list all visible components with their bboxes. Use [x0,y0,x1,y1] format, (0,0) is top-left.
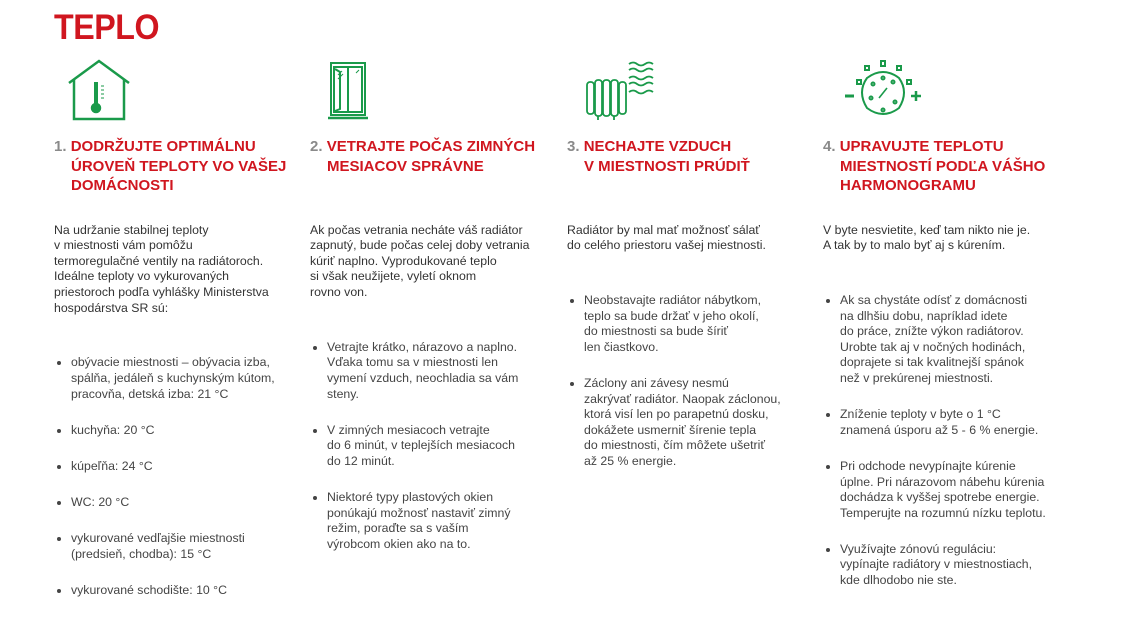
list-item: obývacie miestnosti – obývacia izba, spálňa, jedáleň s kuchynským kútom, pracovňa, detská izba: 21 °C [54,355,304,402]
tip-number: 2. [310,138,323,155]
tip-heading [823,137,1100,196]
thermostat-dial-icon [839,58,925,122]
tip-bullets [310,324,560,573]
list-item: vykurované vedľajšie miestnosti (predsieň, chodba): 15 °C [54,531,304,562]
list-item: kúpeľňa: 24 °C [54,459,304,475]
tip-body [823,207,1073,625]
list-item: WC: 20 °C [54,495,304,511]
list-item: Využívajte zónovú reguláciu: vypínajte radiátory v miestnostiach, kde dlhodobo nie ste. [823,542,1073,589]
tip-heading [54,137,331,196]
tip-intro: Ak počas vetrania necháte váš radiátor zapnutý, bude počas celej doby vetrania kúriť naplno. Vyprodukované teplo si však neužijete, vyletí oknom rovno von. [310,222,530,299]
list-item: Niektoré typy plastových okien ponúkajú možnosť nastaviť zimný režim, poraďte sa s vaším výrobcom okien ako na to. [310,490,560,552]
tip-title: UPRAVUJTE TEPLOTU MIESTNOSTÍ PODĽA VÁŠHO HARMONOGRAMU [839,138,1046,194]
page-title: TEPLO [54,8,160,47]
tip-heading [310,137,587,176]
tip-number: 3. [567,138,580,155]
tip-bullets [54,340,304,620]
tip-number: 4. [823,138,836,155]
tip-intro: V byte nesvietite, keď tam nikto nie je. A tak by to malo byť aj s kúrením. [823,222,1031,253]
tip-heading [567,137,844,176]
tip-title: DODRŽUJTE OPTIMÁLNU ÚROVEŇ TEPLOTY VO VAŠEJ DOMÁCNOSTI [70,138,287,194]
tip-bullets [823,277,1073,609]
tip-title: VETRAJTE POČAS ZIMNÝCH MESIACOV SPRÁVNE [326,138,536,175]
window-icon [328,61,368,121]
tip-body [567,207,817,506]
list-item: Záclony ani závesy nesmú zakrývať radiátor. Naopak záclonou, ktorá visí len po parapetnú dosku, dokážete usmerniť šírenie tepla do miestnosti, čím môžete ušetriť až 25 % energie. [567,376,817,470]
tip-intro: Na udržanie stabilnej teploty v miestnosti vám pomôžu termoregulačné ventily na radiátoroch. Ideálne teploty vo vykurovaných priestoroch podľa vyhlášky Ministerstva hospodárstva SR sú: [54,222,269,315]
list-item: kuchyňa: 20 °C [54,423,304,439]
list-item: Neobstavajte radiátor nábytkom, teplo sa bude držať v jeho okolí, do miestnosti sa bude šíriť len čiastkovo. [567,293,817,355]
tip-bullets [567,277,817,490]
tip-body [54,207,304,635]
list-item: Pri odchode nevypínajte kúrenie úplne. Pri nárazovom nábehu kúrenia dochádza k vyššej spotrebe energie. Temperujte na rozumnú nízku teplotu. [823,459,1073,521]
tip-intro: Radiátor by mal mať možnosť sálať do celého priestoru vašej miestnosti. [567,222,766,253]
list-item: Vetrajte krátko, nárazovo a naplno. Vďaka tomu sa v miestnosti len vymení vzduch, neochladia sa vám steny. [310,340,560,402]
tip-title: NECHAJTE VZDUCH V MIESTNOSTI PRÚDIŤ [583,138,750,175]
list-item: Zníženie teploty v byte o 1 °C znamená úsporu až 5 - 6 % energie. [823,407,1073,438]
radiator-airflow-icon [585,58,659,122]
house-thermometer-icon [66,58,132,122]
list-item: vykurované schodište: 10 °C [54,583,304,599]
list-item: V zimných mesiacoch vetrajte do 6 minút, v teplejších mesiacoch do 12 minút. [310,423,560,470]
tip-body [310,207,560,589]
tip-number: 1. [54,138,67,155]
list-item: Ak sa chystáte odísť z domácnosti na dlhšiu dobu, napríklad idete do práce, znížte výkon radiátorov. Urobte tak aj v nočných hodinách, doprajete si tak kvalitnejší spánok než v prekúrenej miestnosti. [823,293,1073,387]
